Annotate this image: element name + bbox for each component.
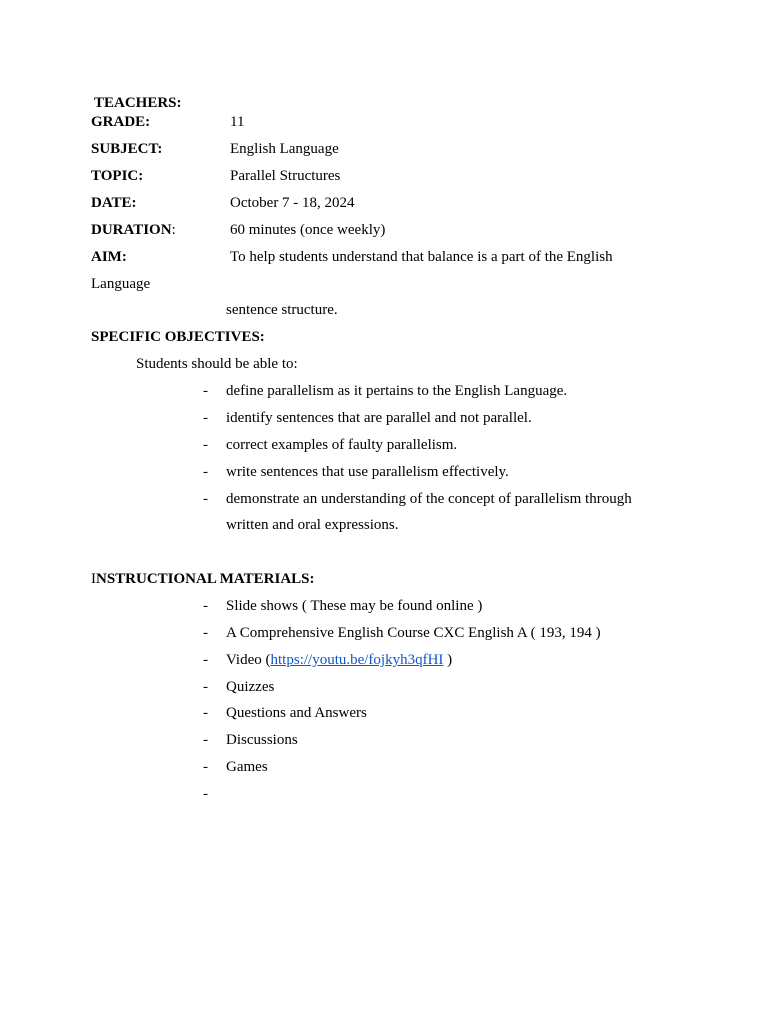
material-item: Discussions [226,732,298,748]
objective-item: write sentences that use parallelism effectively. [226,464,509,480]
material-item: A Comprehensive English Course CXC English A ( 193, 194 ) [226,625,601,641]
grade-value: 11 [230,114,245,130]
teachers-label: TEACHERS: [94,95,182,111]
material-item: Slide shows ( These may be found online ) [226,598,483,614]
video-suffix: ) [443,652,453,668]
material-item: Games [226,759,268,775]
date-value: October 7 - 18, 2024 [230,195,355,211]
objectives-heading: SPECIFIC OBJECTIVES: [91,329,265,345]
materials-heading-rest: NSTRUCTIONAL MATERIALS: [96,571,315,587]
objective-item: demonstrate an understanding of the concept of parallelism through [226,491,632,507]
list-bullet-dash: - [203,598,208,614]
list-bullet-dash: - [203,732,208,748]
list-bullet-dash: - [203,705,208,721]
list-bullet-dash: - [203,759,208,775]
aim-label: AIM: [91,249,127,265]
list-bullet-dash: - [203,679,208,695]
duration-label-colon: : [171,222,176,238]
materials-heading-first-letter: I [91,571,96,587]
subject-value: English Language [230,141,339,157]
aim-text-line-2: Language [91,276,151,292]
date-label: DATE: [91,195,137,211]
list-bullet-dash: - [203,652,208,668]
grade-label: GRADE: [91,114,151,130]
objectives-intro: Students should be able to: [136,356,298,372]
duration-label [91,221,176,239]
subject-label: SUBJECT: [91,141,163,157]
duration-label-text: DURATION [91,222,172,238]
list-bullet-dash-empty: - [203,786,208,802]
list-bullet-dash: - [203,464,208,480]
topic-value: Parallel Structures [230,168,341,184]
material-item-video [226,651,452,669]
objective-item-continuation: written and oral expressions. [226,517,399,533]
objective-item: identify sentences that are parallel and not parallel. [226,410,532,426]
objective-item: define parallelism as it pertains to the English Language. [226,383,568,399]
list-bullet-dash: - [203,410,208,426]
objective-item: correct examples of faulty parallelism. [226,437,458,453]
video-prefix: Video ( [226,652,271,668]
topic-label: TOPIC: [91,168,144,184]
list-bullet-dash: - [203,437,208,453]
list-bullet-dash: - [203,625,208,641]
video-link[interactable]: https://youtu.be/fojkyh3qfHI [270,652,444,668]
material-item: Quizzes [226,679,275,695]
materials-heading [91,570,315,588]
aim-text-line-3: sentence structure. [226,302,338,318]
material-item: Questions and Answers [226,705,367,721]
list-bullet-dash: - [203,491,208,507]
list-bullet-dash: - [203,383,208,399]
duration-value: 60 minutes (once weekly) [230,222,386,238]
aim-text-line-1: To help students understand that balance is a part of the English [230,249,613,265]
